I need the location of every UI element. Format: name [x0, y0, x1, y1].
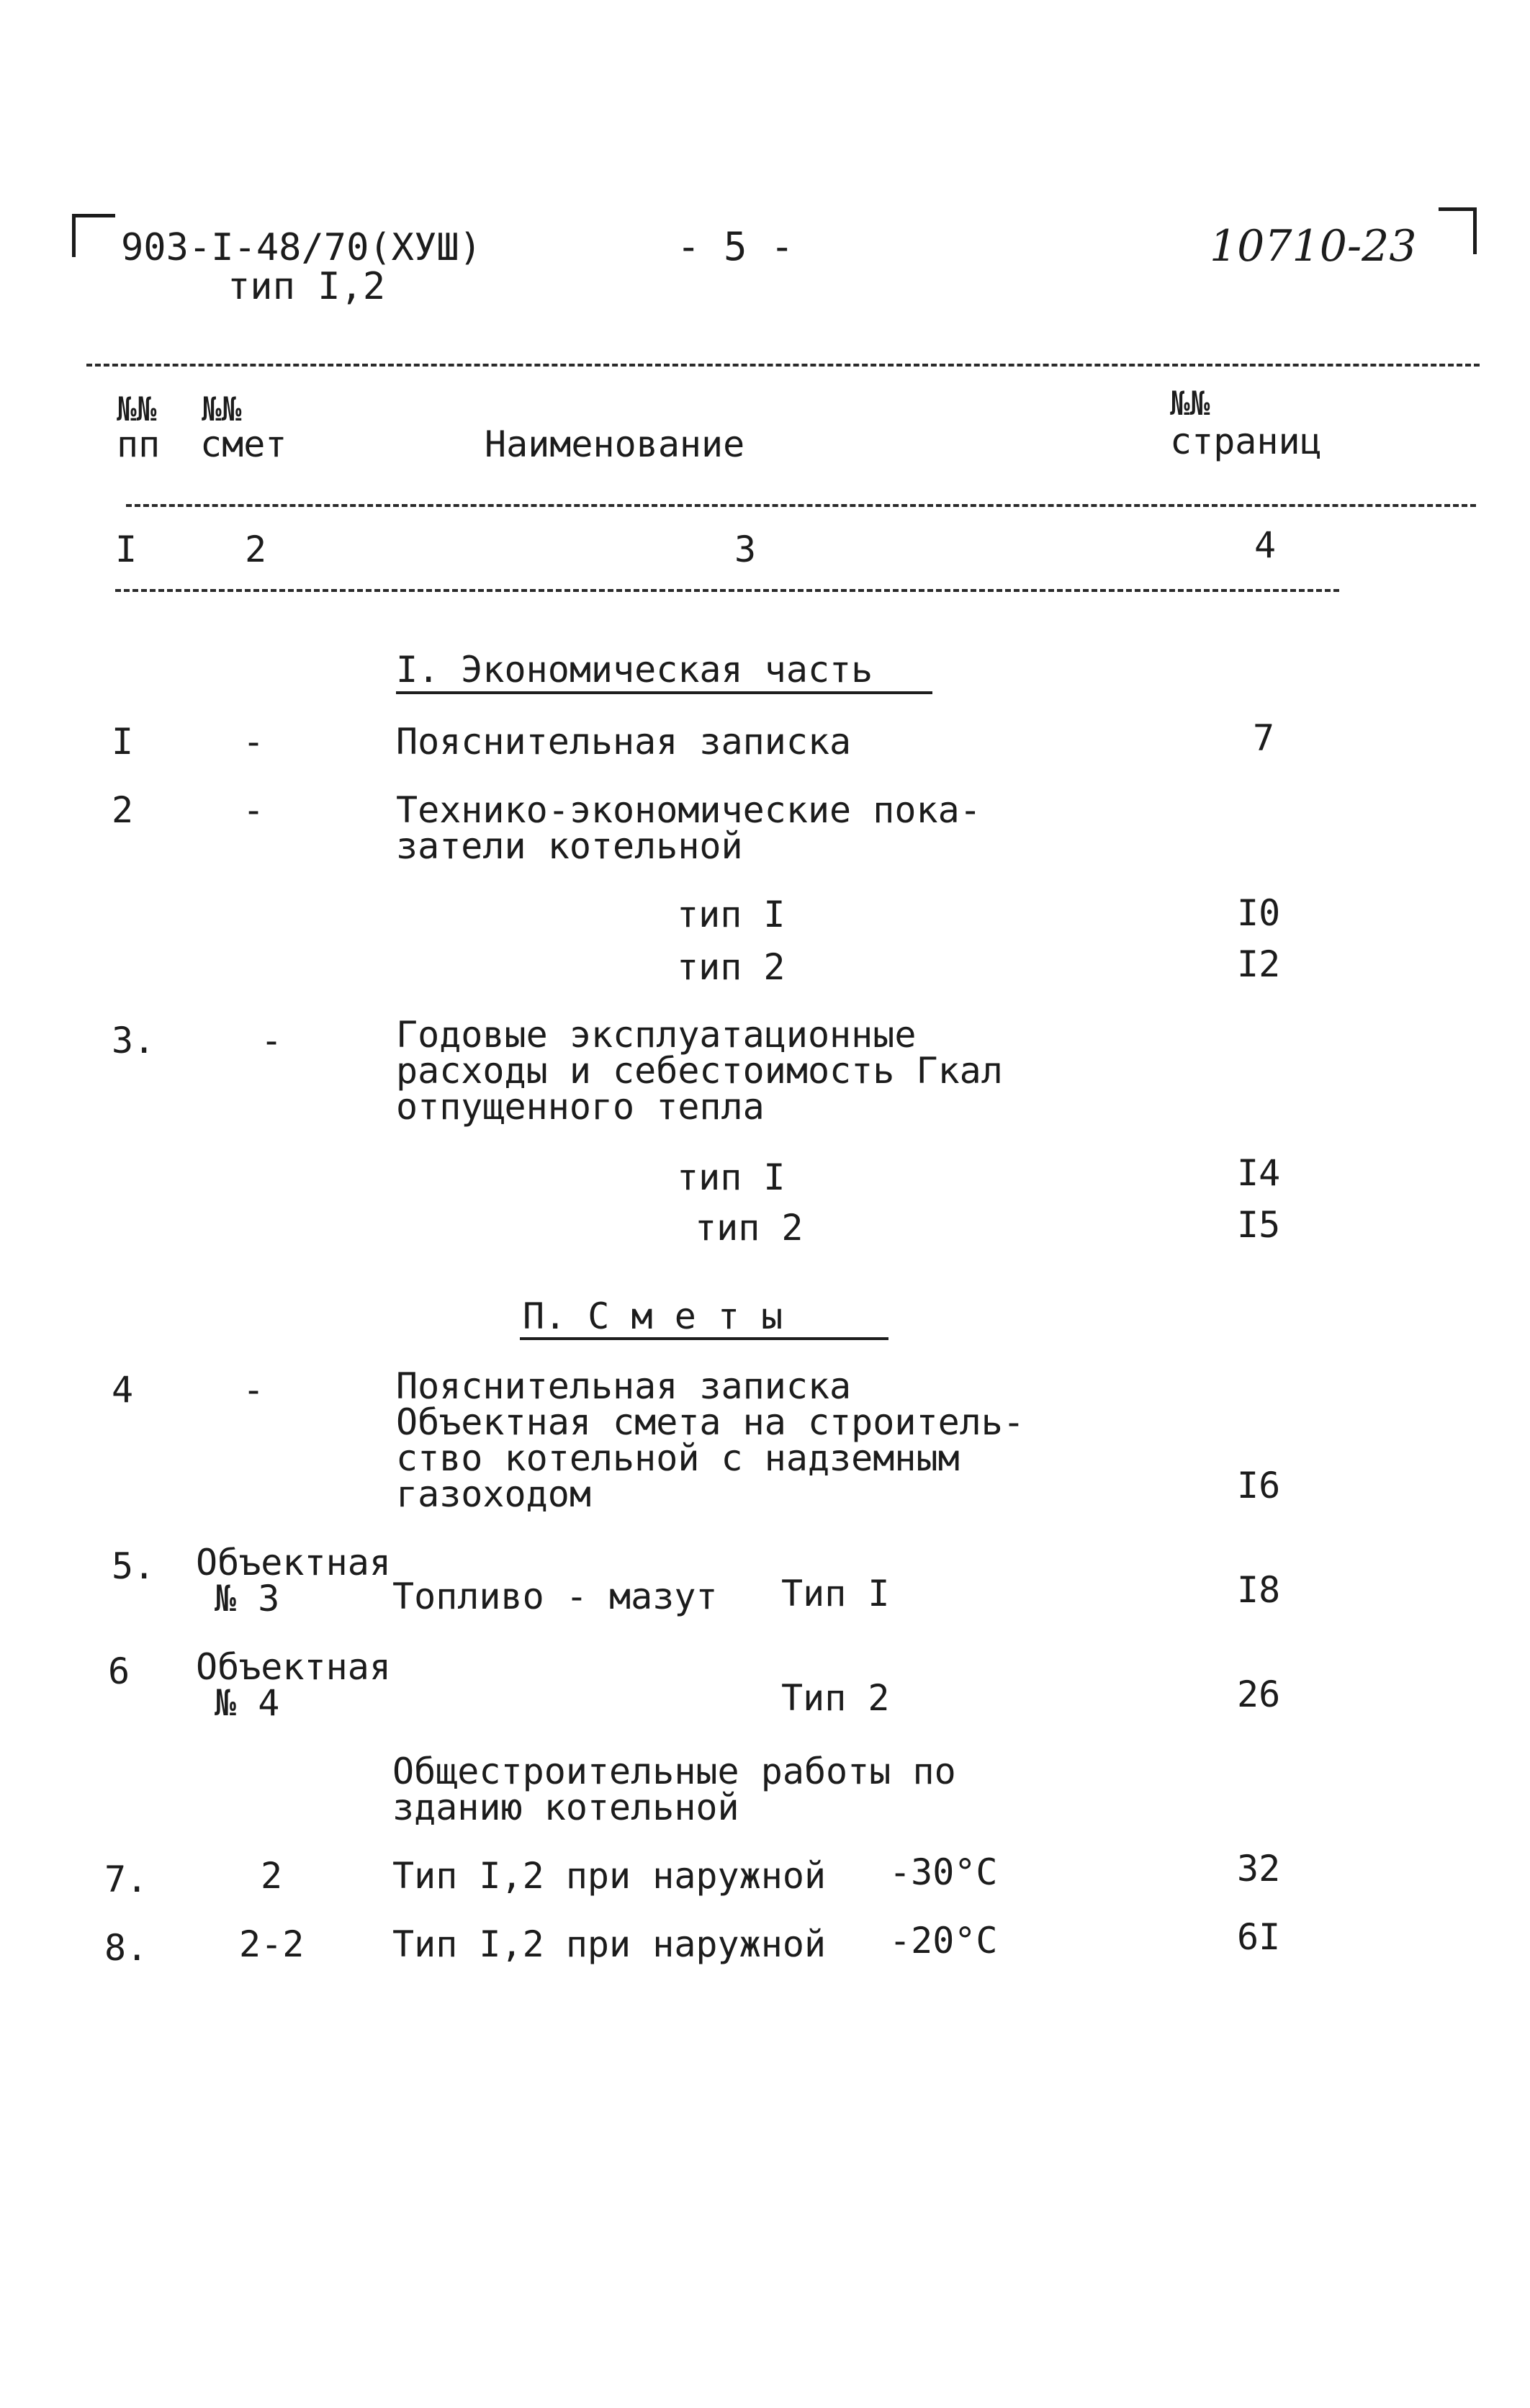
row-5-estimate-line-2: № 3	[215, 1578, 280, 1619]
row-3-estimate: -	[261, 1020, 283, 1061]
row-6-estimate-line-1: Объектная	[196, 1646, 391, 1688]
corner-bracket-left	[72, 214, 115, 257]
page-marker: - 5 -	[677, 224, 794, 269]
row-6-page: 26	[1237, 1674, 1281, 1715]
document-designation: 903-I-48/70(ХУШ)	[121, 226, 482, 269]
row-2-name-line-2: затели котельной	[396, 825, 743, 867]
column-number-4: 4	[1254, 524, 1277, 566]
row-1-estimate: -	[243, 721, 265, 763]
row-5-name: Топливо - мазут	[392, 1576, 718, 1617]
section-heading-estimates: П. С м е т ы	[523, 1295, 783, 1337]
row-7-page: 32	[1237, 1848, 1281, 1890]
table-top-rule	[86, 364, 1480, 367]
header-bottom-rule	[115, 589, 1339, 592]
row-3-name-line-3: отпущенного тепла	[396, 1086, 765, 1128]
col-pages-top: №№	[1170, 384, 1210, 423]
row-8-page: 6I	[1237, 1916, 1281, 1958]
row-7-estimate: 2	[261, 1855, 283, 1897]
row-7-temperature: -30°С	[889, 1851, 998, 1893]
row-6-estimate-line-2: № 4	[215, 1682, 280, 1724]
row-3-sub-2-page: I5	[1237, 1204, 1281, 1246]
row-4-estimate: -	[243, 1369, 265, 1411]
row-5-estimate-line-1: Объектная	[196, 1542, 391, 1583]
row-3-number: 3.	[112, 1020, 156, 1061]
column-number-1: I	[115, 529, 138, 570]
row-6-type: Тип 2	[781, 1677, 890, 1719]
row-8-name: Тип I,2 при наружной	[392, 1923, 827, 1965]
row-3-name-line-2: расходы и себестоимость Гкал	[396, 1050, 1003, 1092]
col-pages-bottom: страниц	[1170, 421, 1322, 462]
row-4-name-line-1: Пояснительная записка	[396, 1365, 852, 1407]
section-underline-estimates	[520, 1337, 888, 1340]
col-name-header: Наименование	[485, 423, 745, 465]
row-2-sub-1-page: I0	[1237, 892, 1281, 934]
row-8-number: 8.	[104, 1927, 148, 1969]
row-4-name-line-4: газоходом	[396, 1473, 591, 1515]
row-3-name-line-1: Годовые эксплуатационные	[396, 1014, 917, 1056]
row-3-sub-1-page: I4	[1237, 1152, 1281, 1194]
row-2-sub-2: тип 2	[677, 946, 786, 988]
row-7-number: 7.	[104, 1859, 148, 1900]
row-2-name-line-1: Технико-экономические пока-	[396, 789, 981, 831]
column-number-2: 2	[245, 529, 267, 570]
row-3-sub-2: тип 2	[695, 1207, 804, 1249]
col-estimate-bottom: смет	[200, 423, 287, 465]
general-works-line-1: Общестроительные работы по	[392, 1751, 956, 1792]
section-underline-economic	[396, 691, 932, 694]
row-1-name: Пояснительная записка	[396, 721, 852, 763]
row-2-number: 2	[112, 789, 134, 831]
document-type-line: тип I,2	[228, 265, 386, 308]
row-4-number: 4	[112, 1369, 134, 1411]
row-4-page: I6	[1237, 1465, 1281, 1506]
general-works-line-2: зданию котельной	[392, 1787, 739, 1828]
row-7-name: Тип I,2 при наружной	[392, 1855, 827, 1897]
row-2-sub-1: тип I	[677, 894, 786, 935]
archive-number: 10710-23	[1210, 221, 1417, 271]
col-num-top: №№	[117, 390, 157, 428]
row-6-number: 6	[108, 1650, 130, 1692]
col-num-bottom: пп	[117, 423, 161, 465]
header-mid-rule	[126, 504, 1476, 507]
row-5-type: Тип I	[781, 1573, 890, 1614]
corner-bracket-right	[1439, 207, 1477, 254]
row-4-name-line-2: Объектная смета на строитель-	[396, 1401, 1025, 1443]
row-3-sub-1: тип I	[677, 1156, 786, 1198]
row-2-sub-2-page: I2	[1237, 943, 1281, 985]
row-8-temperature: -20°С	[889, 1920, 998, 1962]
section-heading-economic: I. Экономическая часть	[396, 649, 873, 691]
column-number-3: 3	[734, 529, 757, 570]
row-1-number: I	[112, 721, 134, 763]
row-5-page: I8	[1237, 1569, 1281, 1611]
row-5-number: 5.	[112, 1545, 156, 1587]
row-4-name-line-3: ство котельной с надземным	[396, 1437, 960, 1479]
row-2-estimate: -	[243, 789, 265, 831]
row-1-page: 7	[1253, 717, 1275, 759]
row-8-estimate: 2-2	[239, 1923, 305, 1965]
col-estimate-top: №№	[202, 390, 242, 428]
